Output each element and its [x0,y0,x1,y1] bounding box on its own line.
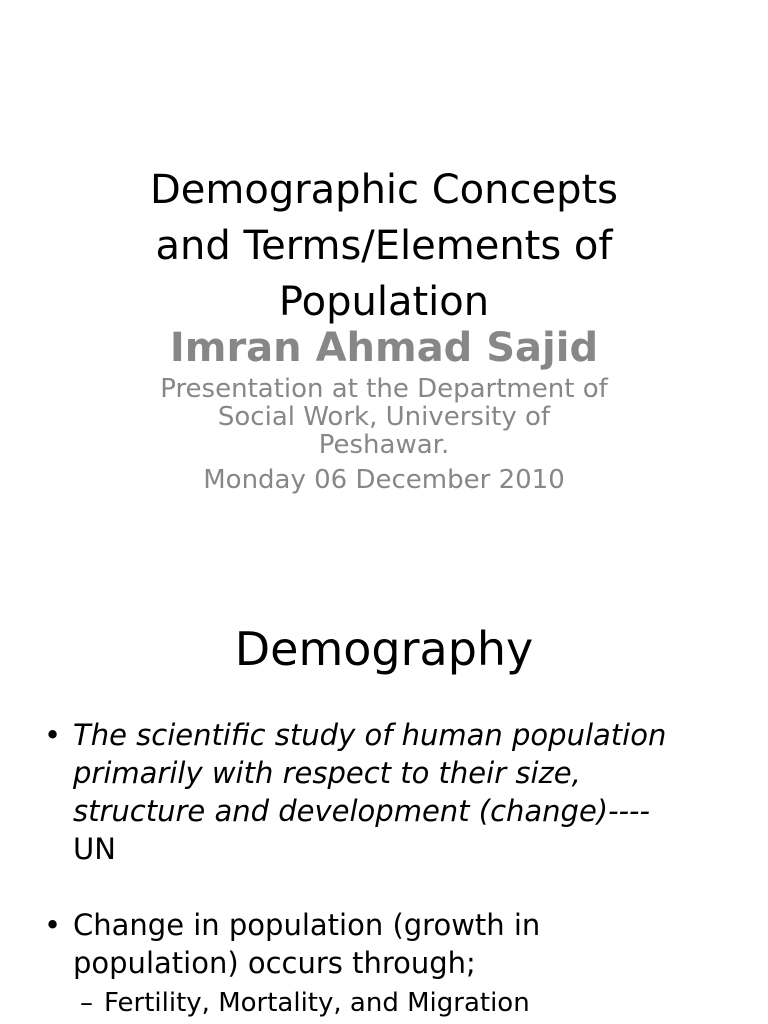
bullet-line: structure and development (change)---- [73,794,650,828]
bullet-list [0,716,768,1020]
venue-text [124,375,644,459]
sub-bullet-line: Fertility, Mortality, and Migration [104,988,530,1018]
slide-2 [0,576,768,1024]
bullet-line: Change in population (growth in [73,908,541,942]
dash-icon: – [80,988,93,1018]
venue-line: Peshawar. [318,430,450,460]
slide-title: Demography [234,622,534,676]
bullet-line: primarily with respect to their size, [73,756,581,790]
bullet-icon: • [44,718,62,752]
bullet-line: population) occurs through; [73,946,476,980]
bullet-item [0,716,768,868]
venue-line: Social Work, University of [217,402,551,432]
title-line: Population [278,279,490,325]
sub-bullet-item [0,986,768,1020]
bullet-attribution: UN [73,832,116,866]
slide-title [0,162,768,330]
venue-line: Presentation at the Department of [160,374,608,404]
bullet-line: The scientific study of human population [73,718,667,752]
bullet-item [0,906,768,982]
presentation-date: Monday 06 December 2010 [203,465,565,495]
title-line: and Terms/Elements of [155,223,613,269]
title-line: Demographic Concepts [149,167,619,213]
bullet-icon: • [44,908,62,942]
author-name: Imran Ahmad Sajid [169,325,599,371]
